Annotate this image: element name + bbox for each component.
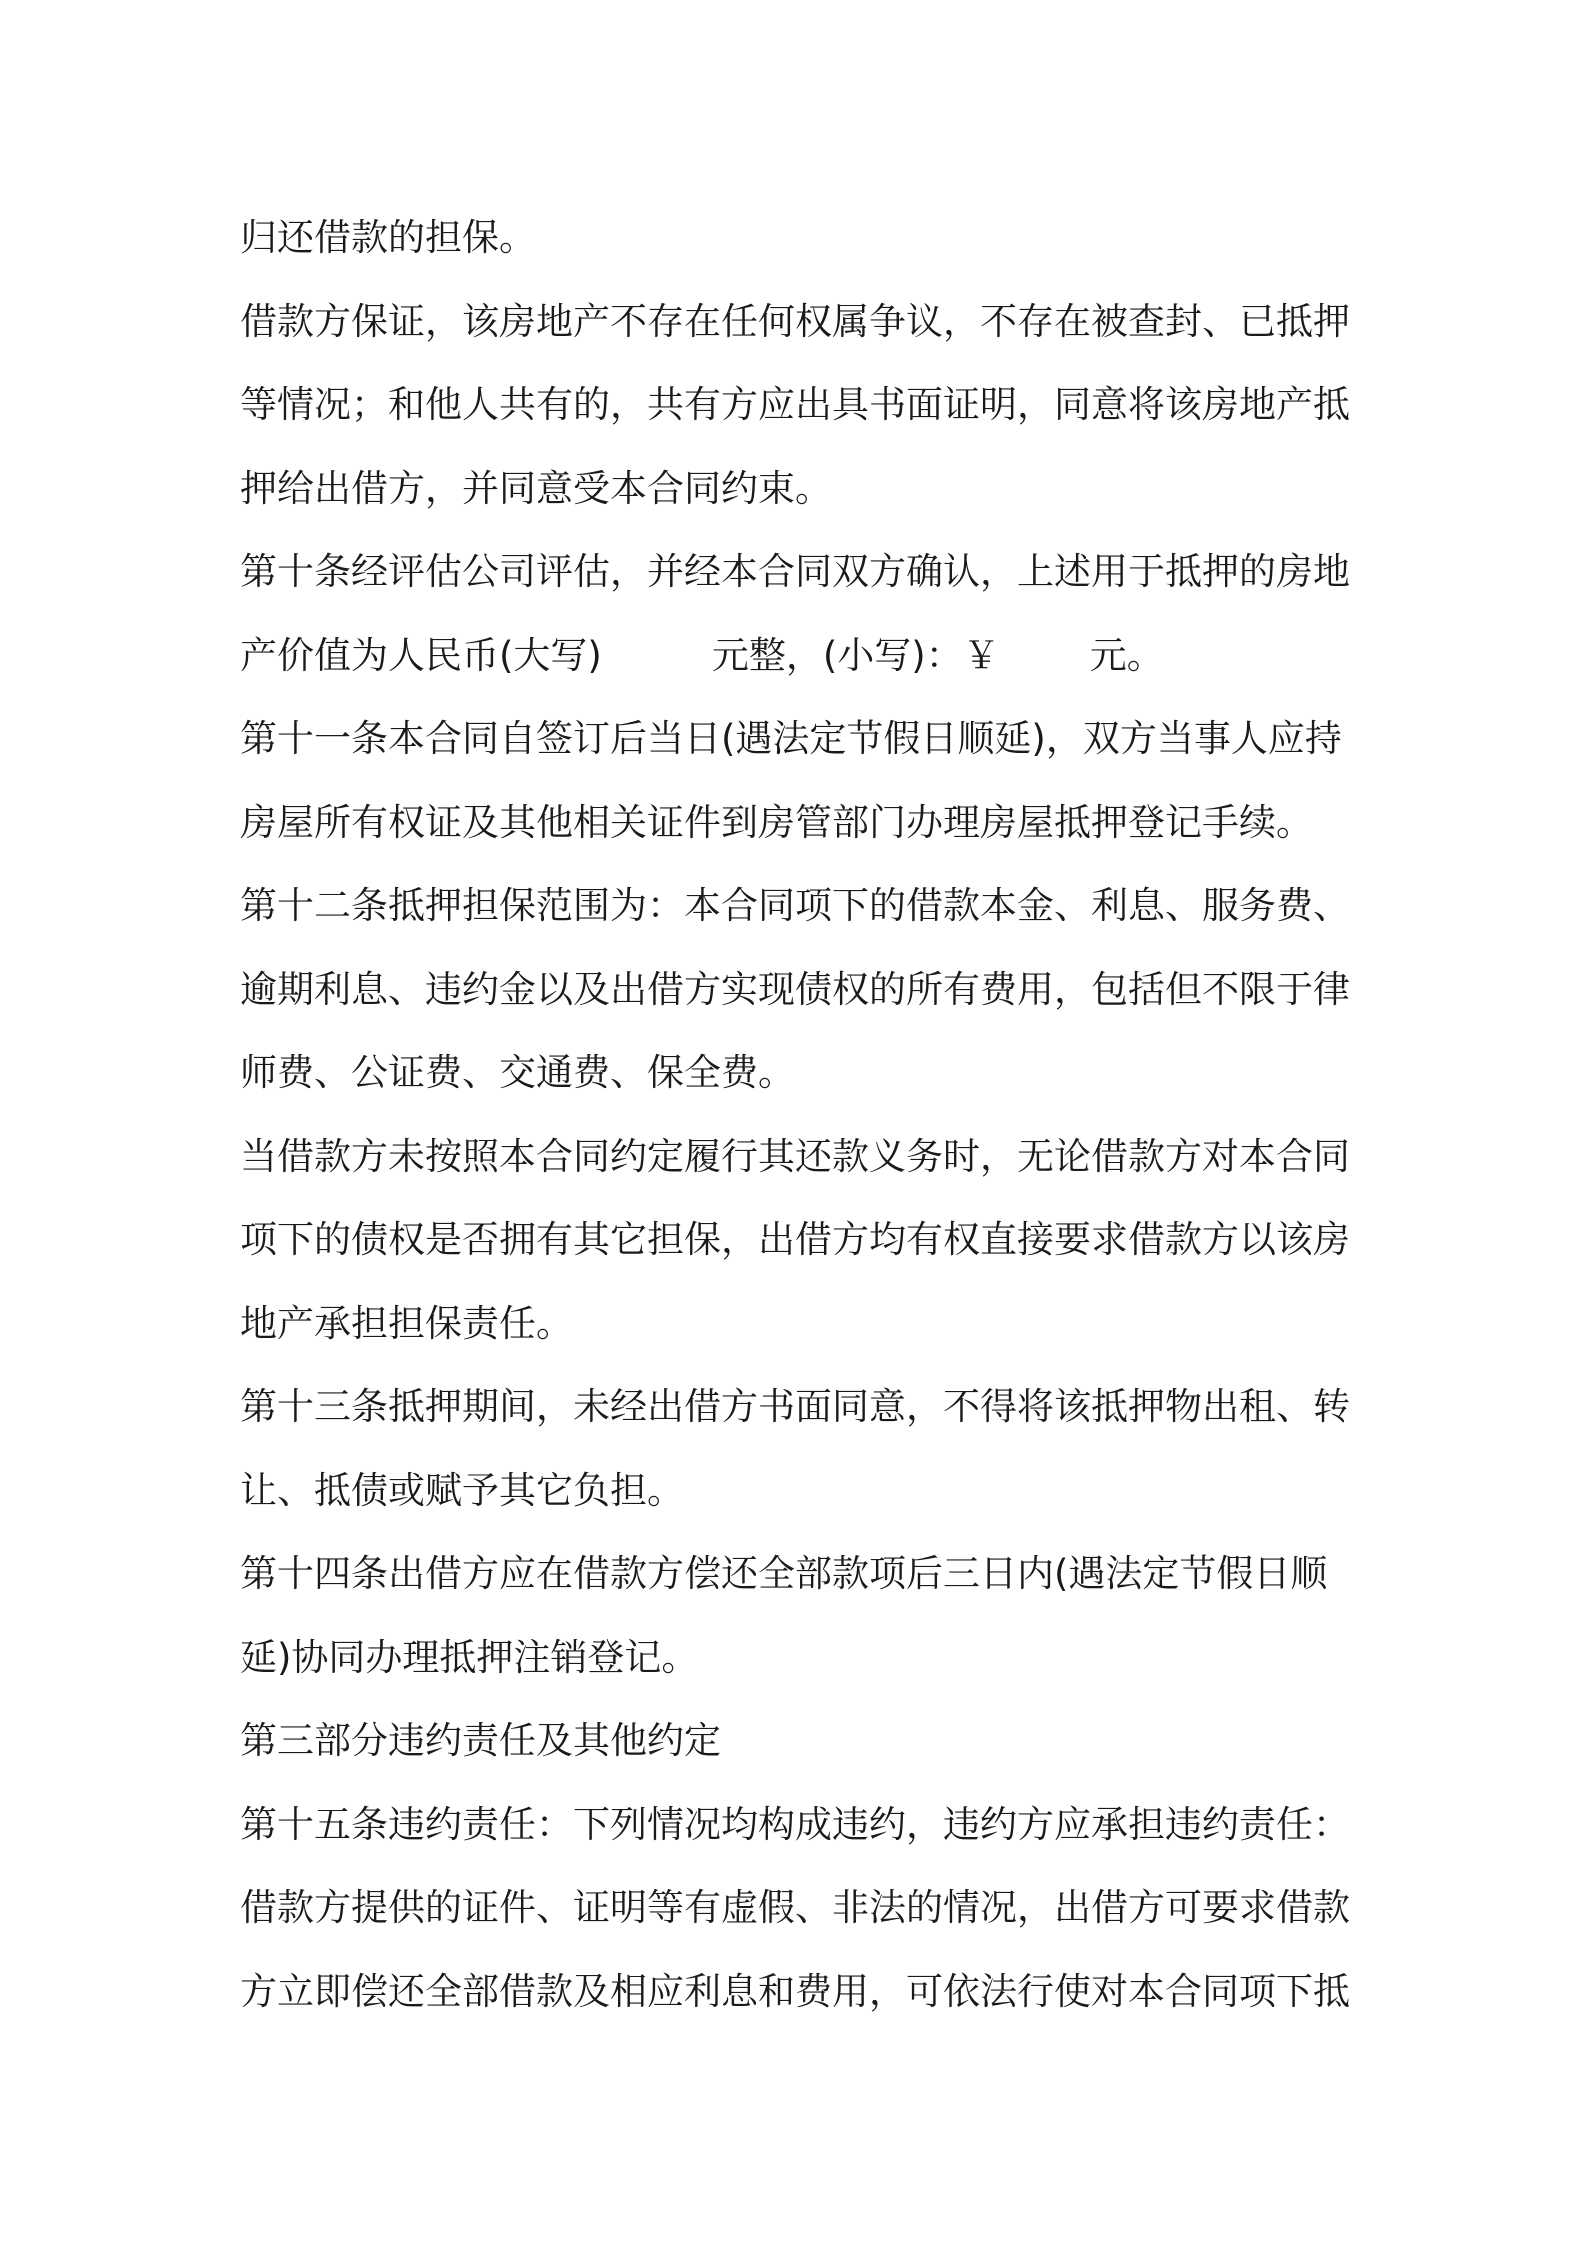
text-line: 房屋所有权证及其他相关证件到房管部门办理房屋抵押登记手续。 [240,800,1313,844]
section-heading: 第三部分违约责任及其他约定 [240,1719,721,1762]
text-line: 第十条经评估公司评估，并经本合同双方确认，上述用于抵押的房地 [240,550,1350,593]
text-line: 让、抵债或赋予其它负担。 [240,1468,684,1512]
text-line: 第十三条抵押期间，未经出借方书面同意，不得将该抵押物出租、转 [240,1385,1350,1428]
text-line: 地产承担担保责任。 [240,1301,573,1345]
document-body [240,196,1355,2033]
value-line [240,614,1355,698]
text-line: 方立即偿还全部借款及相应利息和费用，可依法行使对本合同项下抵 [240,1969,1350,2013]
text-line: 师费、公证费、交通费、保全费。 [240,1051,795,1094]
text-line: 当借款方未按照本合同约定履行其还款义务时，无论借款方对本合同 [240,1134,1350,1178]
text-line: 借款方保证，该房地产不存在任何权属争议，不存在被查封、已抵押 [240,299,1350,343]
text-line: 第十二条抵押担保范围为：本合同项下的借款本金、利息、服务费、 [240,884,1350,927]
text-line: 第十五条违约责任：下列情况均构成违约，违约方应承担违约责任： [240,1802,1350,1846]
text-line: 逾期利息、违约金以及出借方实现债权的所有费用，包括但不限于律 [240,967,1350,1011]
text-line: 第十四条出借方应在借款方偿还全部款项后三日内(遇法定节假日顺 [240,1552,1328,1595]
text-line: 项下的债权是否拥有其它担保，出借方均有权直接要求借款方以该房 [240,1218,1350,1261]
text-line: 延)协同办理抵押注销登记。 [240,1635,699,1679]
text-line: 等情况；和他人共有的，共有方应出具书面证明，同意将该房地产抵 [240,383,1350,426]
value-line-part1: 产价值为人民币(大写) [240,633,602,677]
text-line: 押给出借方，并同意受本合同约束。 [240,466,832,510]
text-line: 归还借款的担保。 [240,216,536,259]
value-line-part3: 元。 [1089,633,1164,677]
text-line: 第十一条本合同自签订后当日(遇法定节假日顺延)，双方当事人应持 [240,717,1342,760]
value-line-part2: 元整，(小写)：￥ [711,633,1000,677]
text-line: 借款方提供的证件、证明等有虚假、非法的情况，出借方可要求借款 [240,1886,1350,1929]
